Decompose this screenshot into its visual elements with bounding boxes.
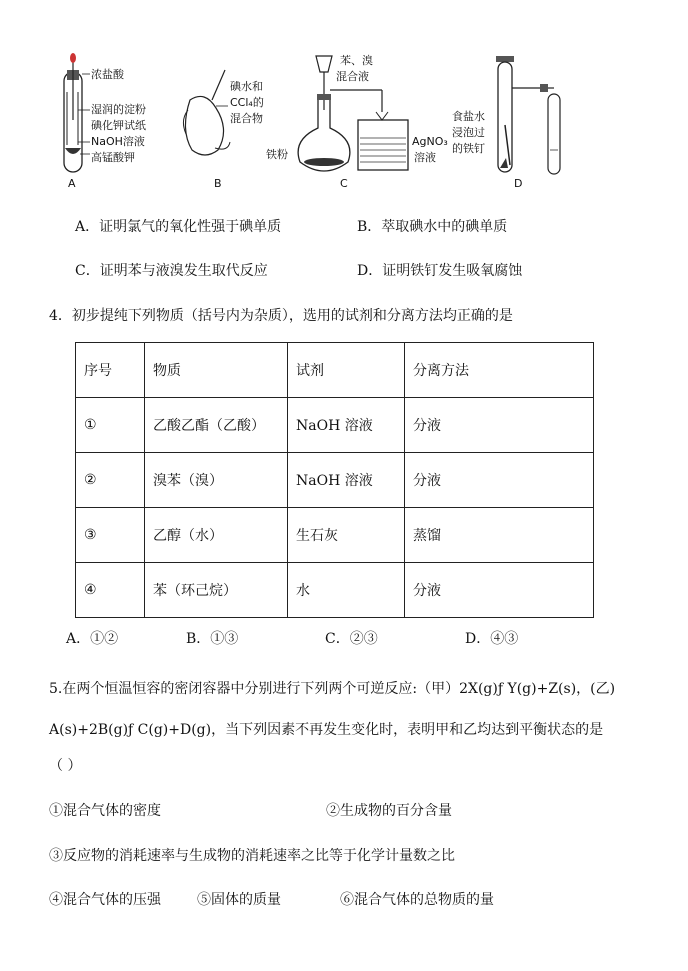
header-substance: 物质 bbox=[145, 343, 288, 398]
apparatus-c bbox=[266, 53, 448, 190]
cell-reagent: 水 bbox=[288, 563, 405, 618]
table-header-row bbox=[76, 343, 594, 398]
c-label-mixture: 混合液 bbox=[336, 70, 369, 83]
header-index: 序号 bbox=[76, 343, 145, 398]
cell-method: 分液 bbox=[405, 398, 594, 453]
q4-option-a: A．①② bbox=[66, 631, 119, 647]
d-label-2: 浸泡过 bbox=[452, 126, 485, 139]
caption-a: A bbox=[68, 177, 76, 190]
q5-line-1: 5.在两个恒温恒容的密闭容器中分别进行下列两个可逆反应:（甲）2X(g)ƒ Y(g)+Z(s)，(乙) bbox=[49, 681, 616, 697]
d-label-1: 食盐水 bbox=[452, 110, 485, 123]
table-row bbox=[76, 398, 594, 453]
header-method: 分离方法 bbox=[405, 343, 594, 398]
a-label-starch: 湿润的淀粉 bbox=[91, 103, 146, 116]
apparatus-diagram bbox=[40, 50, 600, 200]
caption-d: D bbox=[514, 177, 523, 190]
c-label-solution: 溶液 bbox=[414, 151, 436, 164]
c-label-benzene: 苯、溴 bbox=[340, 54, 373, 67]
a-label-kmno4: 高锰酸钾 bbox=[91, 151, 135, 164]
cell-index: ② bbox=[76, 453, 145, 508]
cell-method: 蒸馏 bbox=[405, 508, 594, 563]
cell-method: 分液 bbox=[405, 453, 594, 508]
cell-method: 分液 bbox=[405, 563, 594, 618]
a-label-naoh: NaOH溶液 bbox=[91, 135, 145, 148]
table-row bbox=[76, 563, 594, 618]
cell-reagent: NaOH 溶液 bbox=[288, 398, 405, 453]
q4-stem: 4．初步提纯下列物质（括号内为杂质），选用的试剂和分离方法均正确的是 bbox=[49, 308, 513, 324]
table-row bbox=[76, 508, 594, 563]
cell-substance: 溴苯（溴） bbox=[145, 453, 288, 508]
b-label-3: 混合物 bbox=[230, 112, 263, 125]
a-label-ki: 碘化钾试纸 bbox=[91, 119, 146, 132]
q5-item-2: ②生成物的百分含量 bbox=[326, 803, 452, 819]
cell-index: ③ bbox=[76, 508, 145, 563]
q3-option-b: B．萃取碘水中的碘单质 bbox=[357, 219, 508, 235]
cell-substance: 乙酸乙酯（乙酸） bbox=[145, 398, 288, 453]
q5-line-2: A(s)+2B(g)ƒ C(g)+D(g)，当下列因素不再发生变化时，表明甲和乙均达到平衡状态的是 bbox=[49, 722, 604, 738]
cell-reagent: NaOH 溶液 bbox=[288, 453, 405, 508]
caption-b: B bbox=[214, 177, 222, 190]
cell-index: ④ bbox=[76, 563, 145, 618]
q4-table bbox=[75, 342, 594, 618]
q3-option-a: A．证明氯气的氧化性强于碘单质 bbox=[75, 219, 282, 235]
table-row bbox=[76, 453, 594, 508]
cell-substance: 乙醇（水） bbox=[145, 508, 288, 563]
q5-item-1: ①混合气体的密度 bbox=[49, 803, 161, 819]
apparatus-figure bbox=[40, 50, 600, 200]
q4-option-b: B．①③ bbox=[186, 631, 239, 647]
b-label-1: 碘水和 bbox=[230, 80, 263, 93]
q5-item-6: ⑥混合气体的总物质的量 bbox=[340, 892, 494, 908]
c-label-agno3: AgNO₃ bbox=[412, 135, 448, 148]
q5-item-4: ④混合气体的压强 bbox=[49, 892, 161, 908]
apparatus-d bbox=[452, 56, 560, 190]
b-label-2: CCl₄的 bbox=[230, 96, 264, 109]
header-reagent: 试剂 bbox=[288, 343, 405, 398]
c-label-iron: 铁粉 bbox=[266, 148, 288, 161]
q5-item-5: ⑤固体的质量 bbox=[197, 892, 281, 908]
q4-option-d: D．④③ bbox=[465, 631, 519, 647]
caption-c: C bbox=[340, 177, 348, 190]
cell-substance: 苯（环己烷） bbox=[145, 563, 288, 618]
q5-line-3: （ ） bbox=[49, 758, 82, 774]
apparatus-b bbox=[183, 70, 263, 190]
cell-reagent: 生石灰 bbox=[288, 508, 405, 563]
d-label-3: 的铁钉 bbox=[452, 142, 485, 155]
q3-option-d: D．证明铁钉发生吸氧腐蚀 bbox=[357, 263, 523, 279]
q4-option-c: C．②③ bbox=[325, 631, 378, 647]
q3-option-c: C．证明苯与液溴发生取代反应 bbox=[75, 263, 268, 279]
apparatus-a bbox=[64, 53, 146, 190]
q5-item-3: ③反应物的消耗速率与生成物的消耗速率之比等于化学计量数之比 bbox=[49, 848, 455, 864]
a-label-hcl: 浓盐酸 bbox=[91, 68, 124, 81]
cell-index: ① bbox=[76, 398, 145, 453]
